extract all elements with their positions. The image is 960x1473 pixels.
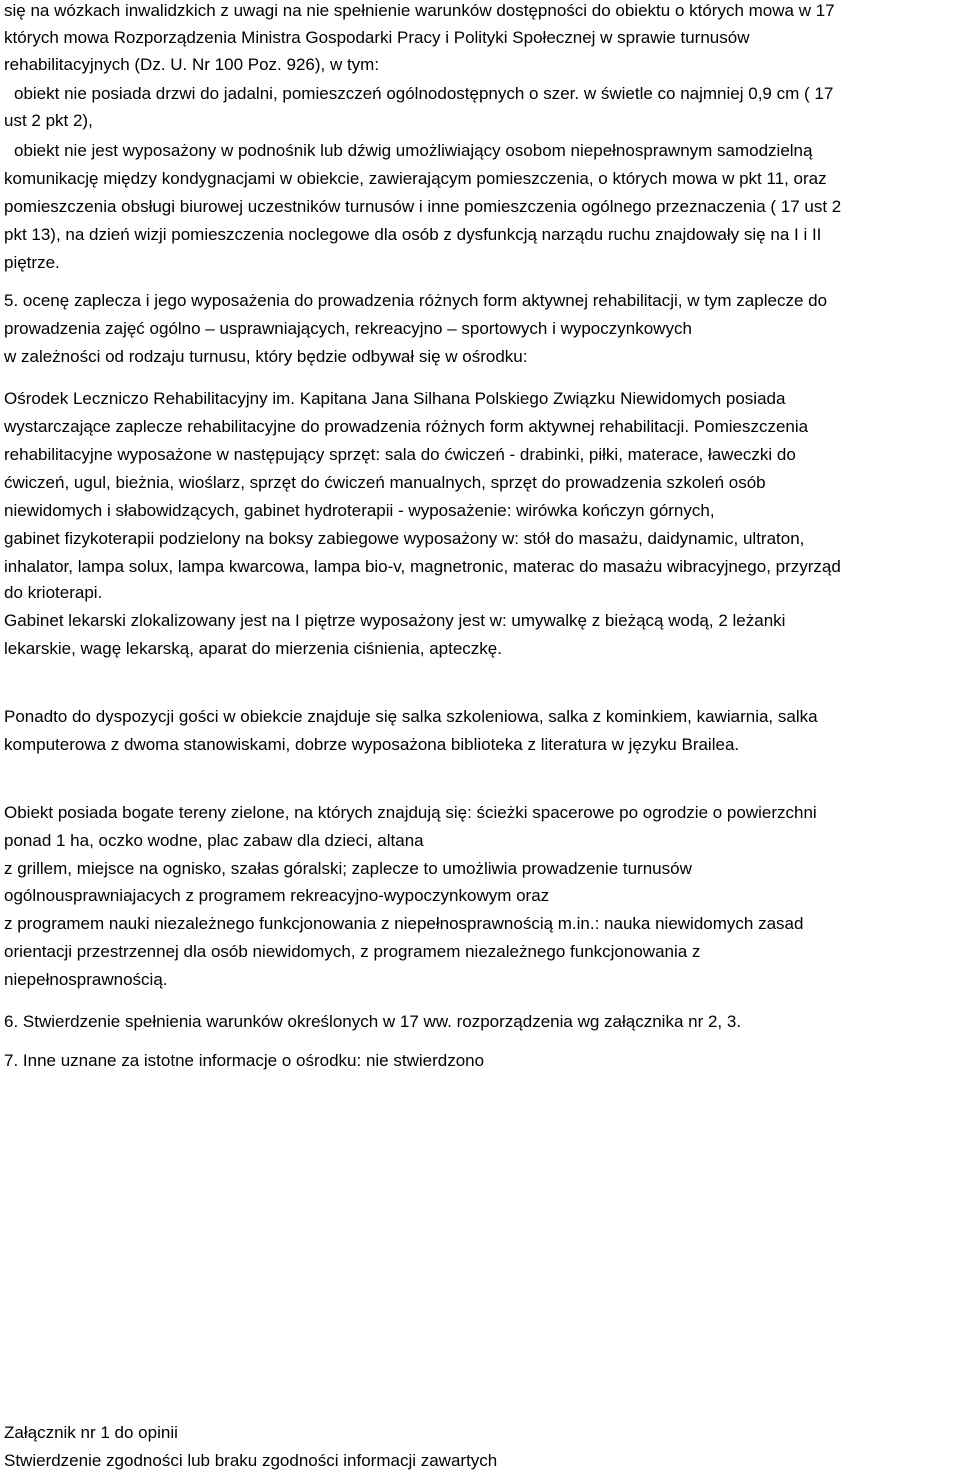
text-line: się na wózkach inwalidzkich z uwagi na nie spełnienie warunków dostępności do obiektu o których mowa w 17: [4, 1, 835, 20]
text-line: Ośrodek Leczniczo Rehabilitacyjny im. Kapitana Jana Silhana Polskiego Związku Niewidomych posiada: [4, 389, 786, 408]
text-line: ponad 1 ha, oczko wodne, plac zabaw dla dzieci, altana: [4, 831, 424, 850]
text-line: 6. Stwierdzenie spełnienia warunków określonych w 17 ww. rozporządzenia wg załącznika nr 2, 3.: [4, 1012, 742, 1031]
text-line: wystarczające zaplecze rehabilitacyjne do prowadzenia różnych form aktywnej rehabilitacji. Pomieszczenia: [4, 417, 809, 436]
text-line: obiekt nie jest wyposażony w podnośnik lub dźwig umożliwiający osobom niepełnosprawnym samodzielną: [14, 141, 813, 160]
text-line: Obiekt posiada bogate tereny zielone, na których znajdują się: ścieżki spacerowe po ogrodzie o powierzchni: [4, 803, 817, 822]
text-line: orientacji przestrzennej dla osób niewidomych, z programem niezależnego funkcjonowania z: [4, 942, 701, 961]
text-line: których mowa Rozporządzenia Ministra Gospodarki Pracy i Polityki Społecznej w sprawie turnusów: [4, 28, 750, 47]
text-line: inhalator, lampa solux, lampa kwarcowa, lampa bio-v, magnetronic, materac do masażu wibracyjnego, przyrząd: [4, 557, 841, 576]
text-line: 5. ocenę zaplecza i jego wyposażenia do prowadzenia różnych form aktywnej rehabilitacji, w tym zaplecze do: [4, 291, 828, 310]
text-line: lekarskie, wagę lekarską, aparat do mierzenia ciśnienia, apteczkę.: [4, 639, 502, 658]
text-line: niepełnosprawnością.: [4, 970, 168, 989]
text-line: rehabilitacyjne wyposażone w następujący sprzęt: sala do ćwiczeń - drabinki, piłki, materace, ławeczki do: [4, 445, 796, 464]
text-line: obiekt nie posiada drzwi do jadalni, pomieszczeń ogólnodostępnych o szer. w świetle co najmniej 0,9 cm ( 17: [14, 84, 834, 103]
text-line: gabinet fizykoterapii podzielony na boksy zabiegowe wyposażony w: stół do masażu, daidynamic, ultraton,: [4, 529, 805, 548]
text-line: Ponadto do dyspozycji gości w obiekcie znajduje się salka szkoleniowa, salka z kominkiem, kawiarnia, salka: [4, 707, 818, 726]
text-line: Stwierdzenie zgodności lub braku zgodności informacji zawartych: [4, 1451, 498, 1470]
text-line: komputerowa z dwoma stanowiskami, dobrze wyposażona biblioteka z literatura w języku Brailea.: [4, 735, 740, 754]
text-line: piętrze.: [4, 253, 60, 272]
text-line: ogólnousprawniajacych z programem rekreacyjno-wypoczynkowym oraz: [4, 886, 550, 905]
text-line: 7. Inne uznane za istotne informacje o ośrodku: nie stwierdzono: [4, 1051, 485, 1070]
text-line: ust 2 pkt 2),: [4, 111, 93, 130]
document-page: [4, 0, 952, 1473]
text-line: Załącznik nr 1 do opinii: [4, 1423, 178, 1442]
text-line: pkt 13), na dzień wizji pomieszczenia noclegowe dla osób z dysfunkcją narządu ruchu znajdowały się na I i II: [4, 225, 822, 244]
text-line: komunikację między kondygnacjami w obiekcie, zawierającym pomieszczenia, o których mowa w pkt 11, oraz: [4, 169, 827, 188]
text-line: pomieszczenia obsługi biurowej uczestników turnusów i inne pomieszczenia ogólnego przeznaczenia ( 17 ust 2: [4, 197, 842, 216]
text-line: z programem nauki niezależnego funkcjonowania z niepełnosprawnością m.in.: nauka niewidomych zasad: [4, 914, 804, 933]
text-line: Gabinet lekarski zlokalizowany jest na I piętrze wyposażony jest w: umywalkę z bieżącą wodą, 2 leżanki: [4, 611, 786, 630]
text-line: niewidomych i słabowidzących, gabinet hydroterapii - wyposażenie: wirówka kończyn górnych,: [4, 501, 715, 520]
text-line: z grillem, miejsce na ognisko, szałas góralski; zaplecze to umożliwia prowadzenie turnusów: [4, 859, 692, 878]
text-line: rehabilitacyjnych (Dz. U. Nr 100 Poz. 926), w tym:: [4, 55, 380, 74]
text-line: prowadzenia zajęć ogólno – usprawniających, rekreacyjno – sportowych i wypoczynkowych: [4, 319, 692, 338]
text-line: do krioterapi.: [4, 583, 103, 602]
text-line: ćwiczeń, ugul, bieżnia, wioślarz, sprzęt do ćwiczeń manualnych, sprzęt do prowadzenia szkoleń osób: [4, 473, 766, 492]
text-line: w zależności od rodzaju turnusu, który będzie odbywał się w ośrodku:: [4, 347, 528, 366]
